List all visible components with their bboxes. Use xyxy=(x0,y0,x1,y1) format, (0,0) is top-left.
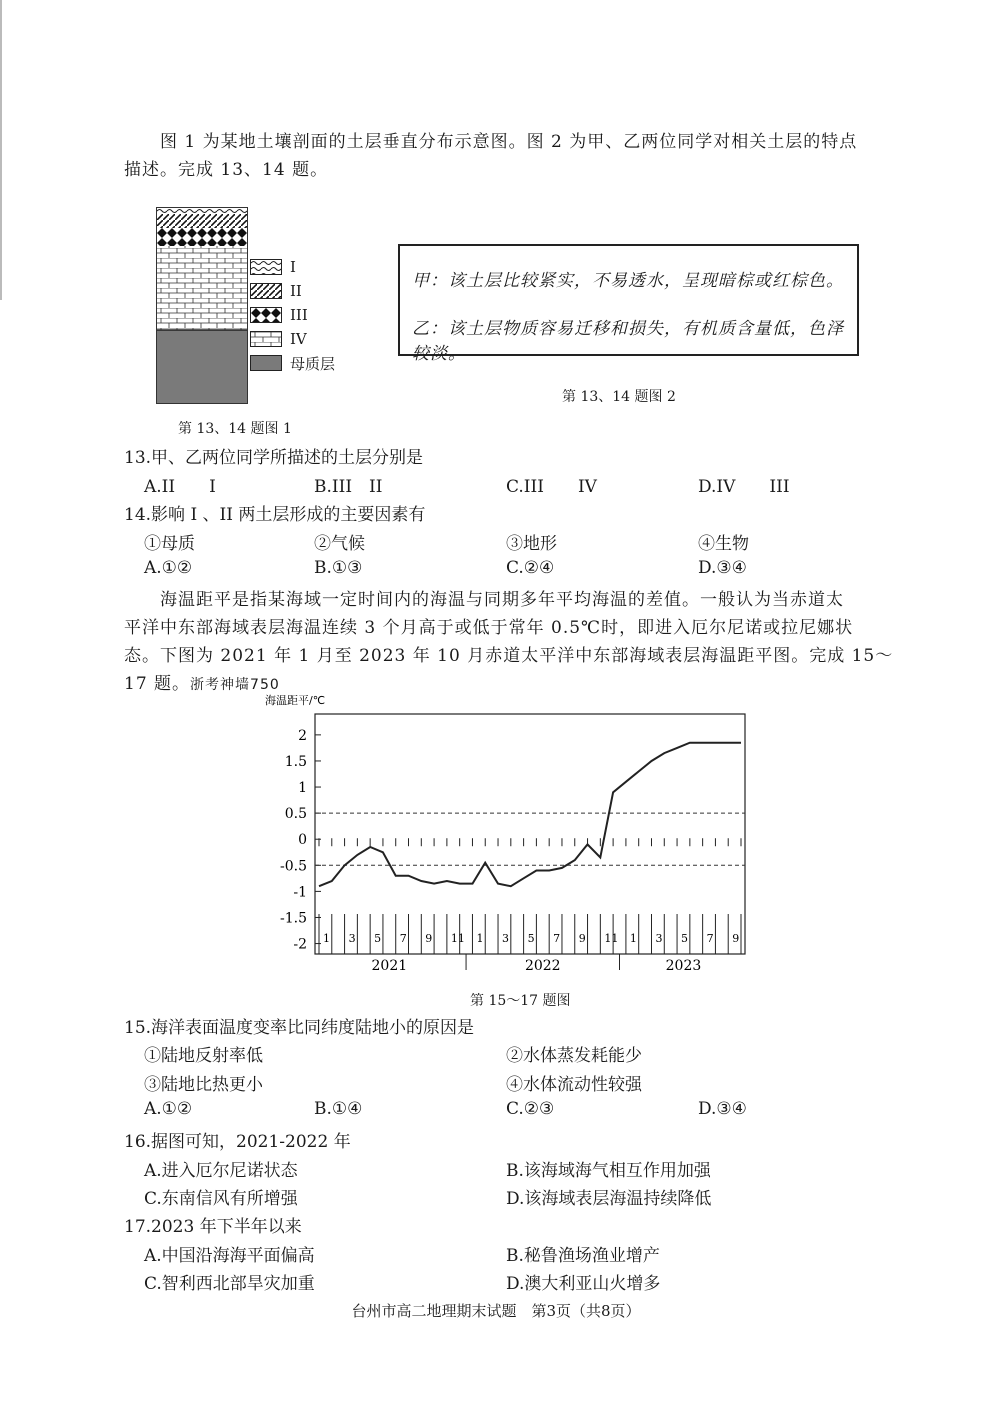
y-tick-label: -2 xyxy=(293,936,307,953)
legend-swatch xyxy=(250,307,282,323)
q14-item: ③地形 xyxy=(506,534,557,554)
q13-option: B.III II xyxy=(314,477,383,497)
legend-label: IV xyxy=(290,330,307,348)
jia-note: 甲：该土层比较紧实，不易透水，呈现暗棕或红棕色。 xyxy=(412,271,844,291)
q17-option: D.澳大利亚山火增多 xyxy=(506,1274,661,1294)
q16-option: A.进入厄尔尼诺状态 xyxy=(144,1161,298,1181)
q13-option: A.II I xyxy=(144,477,216,497)
q14-item: ②气候 xyxy=(314,534,365,554)
intro1-line2: 描述。完成 13、14 题。 xyxy=(124,160,329,180)
soil-profile-figure xyxy=(156,207,248,404)
q14-option: D.③④ xyxy=(698,558,747,578)
y-tick-label: -0.5 xyxy=(280,858,307,875)
legend-swatch xyxy=(250,331,282,347)
y-tick-label: 1.5 xyxy=(284,753,307,770)
month-label: 3 xyxy=(502,932,510,945)
legend-item xyxy=(250,303,335,327)
soil-profile-svg xyxy=(157,208,247,403)
sst-anomaly-line xyxy=(319,743,741,887)
y-tick-label: 1 xyxy=(298,780,307,797)
q15-item: ②水体蒸发耗能少 xyxy=(506,1046,642,1066)
legend-item xyxy=(250,255,335,279)
q17-stem: 17.2023 年下半年以来 xyxy=(124,1217,302,1237)
chart-caption: 第 15～17 题图 xyxy=(470,993,571,1009)
q16-option: B.该海域海气相互作用加强 xyxy=(506,1161,711,1181)
q15-option: B.①④ xyxy=(314,1099,363,1119)
year-label: 2021 xyxy=(371,958,408,974)
intro2-line4-text: 17 题。 xyxy=(124,674,191,694)
handwritten-notes-box xyxy=(398,244,859,364)
page-edge-shadow xyxy=(0,0,2,300)
month-label: 11 xyxy=(450,932,465,945)
legend-swatch xyxy=(250,355,282,371)
q15-item: ③陆地比热更小 xyxy=(144,1075,263,1095)
month-label: 5 xyxy=(527,932,535,945)
month-label: 1 xyxy=(323,932,330,945)
intro2-line3: 态。下图为 2021 年 1 月至 2023 年 10 月赤道太平洋中东部海域表层海温距平图。完成 15～ xyxy=(124,646,894,666)
q15-item: ①陆地反射率低 xyxy=(144,1046,263,1066)
month-label: 11 xyxy=(604,932,619,945)
month-label: 7 xyxy=(399,932,407,945)
legend-item xyxy=(250,279,335,303)
q14-option: C.②④ xyxy=(506,558,555,578)
q14-stem: 14.影响 I 、II 两土层形成的主要因素有 xyxy=(124,505,426,525)
threshold-lines xyxy=(315,813,745,865)
q14-item: ④生物 xyxy=(698,534,749,554)
yi-note: 乙：该土层物质容易迁移和损失，有机质含量低，色泽较淡。 xyxy=(412,319,844,364)
page-footer: 台州市高二地理期末试题 第3页（共8页） xyxy=(351,1302,641,1320)
q14-item: ①母质 xyxy=(144,534,195,554)
q15-stem: 15.海洋表面温度变率比同纬度陆地小的原因是 xyxy=(124,1018,475,1038)
month-label: 7 xyxy=(706,932,714,945)
q17-option: A.中国沿海海平面偏高 xyxy=(144,1246,315,1266)
q16-option: D.该海域表层海温持续降低 xyxy=(506,1189,712,1209)
month-label: 9 xyxy=(578,932,586,945)
month-label: 9 xyxy=(732,932,740,945)
month-label: 7 xyxy=(553,932,561,945)
q13-option: D.IV III xyxy=(698,477,790,497)
intro2-line2: 平洋中东部海域表层海温连续 3 个月高于或低于常年 0.5℃时，即进入厄尔尼诺或拉尼娜状 xyxy=(124,618,854,638)
q14-option: A.①② xyxy=(144,558,193,578)
plot-frame xyxy=(315,714,745,954)
y-tick-label: 0 xyxy=(298,832,307,849)
sst-anomaly-chart xyxy=(255,692,755,982)
month-label: 9 xyxy=(425,932,433,945)
q16-stem: 16.据图可知，2021-2022 年 xyxy=(124,1132,351,1152)
month-axis xyxy=(319,914,741,954)
q17-option: C.智利西北部旱灾加重 xyxy=(144,1274,315,1294)
month-label: 5 xyxy=(681,932,689,945)
legend-label: I xyxy=(290,258,296,276)
q16-option: C.东南信风有所增强 xyxy=(144,1189,298,1209)
legend-label: II xyxy=(290,282,302,300)
q15-option: D.③④ xyxy=(698,1099,747,1119)
y-axis-title: 海温距平/℃ xyxy=(265,694,326,707)
legend-item xyxy=(250,351,335,375)
y-tick-label: 2 xyxy=(298,727,307,744)
legend-swatch xyxy=(250,283,282,299)
year-label: 2022 xyxy=(524,958,561,974)
intro1-line1: 图 1 为某地土壤剖面的土层垂直分布示意图。图 2 为甲、乙两位同学对相关土层的特点 xyxy=(160,132,858,152)
y-tick-label: -1.5 xyxy=(280,910,307,927)
month-label: 3 xyxy=(655,932,663,945)
q15-option: A.①② xyxy=(144,1099,193,1119)
soil-legend xyxy=(250,255,335,375)
legend-label: 母质层 xyxy=(290,354,336,373)
q17-option: B.秘鲁渔场渔业增产 xyxy=(506,1246,660,1266)
year-axis xyxy=(372,954,702,974)
legend-swatch xyxy=(250,259,282,275)
figure1-caption: 第 13、14 题图 1 xyxy=(178,421,292,437)
y-tick-label: 0.5 xyxy=(284,806,307,823)
year-label: 2023 xyxy=(665,958,702,974)
month-label: 1 xyxy=(629,932,637,945)
q15-item: ④水体流动性较强 xyxy=(506,1075,642,1095)
watermark-text: 浙考神墙750 xyxy=(190,677,280,693)
q15-option: C.②③ xyxy=(506,1099,555,1119)
zero-line-ticks xyxy=(319,838,741,846)
q13-stem: 13.甲、乙两位同学所描述的土层分别是 xyxy=(124,448,424,468)
q13-option: C.III IV xyxy=(506,477,597,497)
legend-item xyxy=(250,327,335,351)
q14-option: B.①③ xyxy=(314,558,363,578)
figure2-caption: 第 13、14 题图 2 xyxy=(562,389,676,405)
legend-label: III xyxy=(290,306,308,324)
month-label: 3 xyxy=(348,932,356,945)
y-tick-label: -1 xyxy=(293,884,307,901)
month-label: 5 xyxy=(374,932,382,945)
month-label: 1 xyxy=(476,932,484,945)
intro2-line1: 海温距平是指某海域一定时间内的海温与同期多年平均海温的差值。一般认为当赤道太 xyxy=(160,590,844,610)
